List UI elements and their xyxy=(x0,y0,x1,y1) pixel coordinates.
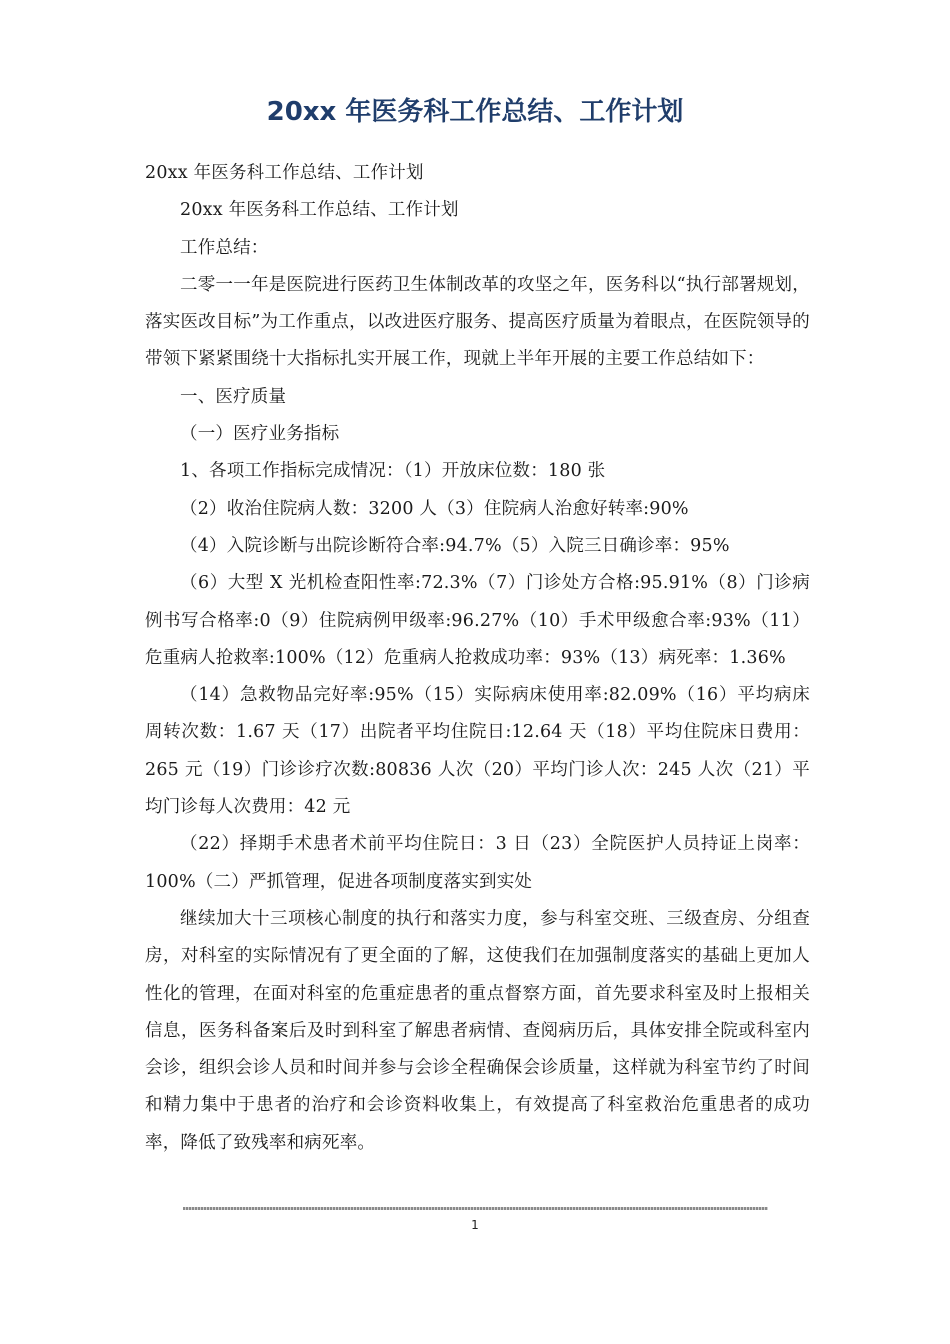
paragraph-subtitle: 20xx 年医务科工作总结、工作计划 xyxy=(180,200,459,221)
document-body xyxy=(145,155,810,1162)
paragraph-intro: 二零一一年是医院进行医药卫生体制改革的攻坚之年，医务科以“执行部署规划，落实医改目标”为工作重点，以改进医疗服务、提高医疗质量为着眼点，在医院领导的带领下紧紧围绕十大指标扎实开展工作，现就上半年开展的主要工作总结如下： xyxy=(145,274,810,370)
document-title: 20xx 年医务科工作总结、工作计划 xyxy=(266,97,684,127)
paragraph-heading-repeat: 20xx 年医务科工作总结、工作计划 xyxy=(145,163,424,183)
section-heading-medical-quality: 一、医疗质量 xyxy=(180,386,287,407)
paragraph-indicators-4: （6）大型 X 光机检查阳性率:72.3%（7）门诊处方合格:95.91%（8）门诊病例书写合格率:0（9）住院病例甲级率:96.27%（10）手术甲级愈合率:93%（11）危重病人抢救率:100%（12）危重病人抢救成功率：93%（13）病死率：1.36% xyxy=(145,573,810,668)
subsection-heading-indicators: （一）医疗业务指标 xyxy=(180,424,340,445)
page-number: 1 xyxy=(471,1218,479,1232)
paragraph-indicators-2: （2）收治住院病人数：3200 人（3）住院病人治愈好转率:90% xyxy=(180,498,689,519)
paragraph-indicators-5: （14）急救物品完好率:95%（15）实际病床使用率:82.09%（16）平均病床周转次数：1.67 天（17）出院者平均住院日:12.64 天（18）平均住院床日费用：265 元（19）门诊诊疗次数:80836 人次（20）平均门诊人次：245 人次（21）平均门诊每人次费用：42 元 xyxy=(145,685,810,818)
paragraph-indicators-3: （4）入院诊断与出院诊断符合率:94.7%（5）入院三日确诊率：95% xyxy=(180,535,730,556)
footer-divider xyxy=(183,1207,768,1210)
paragraph-indicators-1: 1、各项工作指标完成情况：（1）开放床位数：180 张 xyxy=(180,461,606,482)
paragraph-summary-label: 工作总结： xyxy=(180,237,269,258)
paragraph-indicators-6: （22）择期手术患者术前平均住院日：3 日（23）全院医护人员持证上岗率：100%（二）严抓管理，促进各项制度落实到实处 xyxy=(145,834,810,892)
paragraph-core-systems: 继续加大十三项核心制度的执行和落实力度，参与科室交班、三级查房、分组查房，对科室的实际情况有了更全面的了解，这使我们在加强制度落实的基础上更加人性化的管理，在面对科室的危重症患者的重点督察方面，首先要求科室及时上报相关信息，医务科备案后及时到科室了解患者病情、查阅病历后，具体安排全院或科室内会诊，组织会诊人员和时间并参与会诊全程确保会诊质量，这样就为科室节约了时间和精力集中于患者的治疗和会诊资料收集上，有效提高了科室救治危重患者的成功率，降低了致残率和病死率。 xyxy=(145,908,810,1153)
